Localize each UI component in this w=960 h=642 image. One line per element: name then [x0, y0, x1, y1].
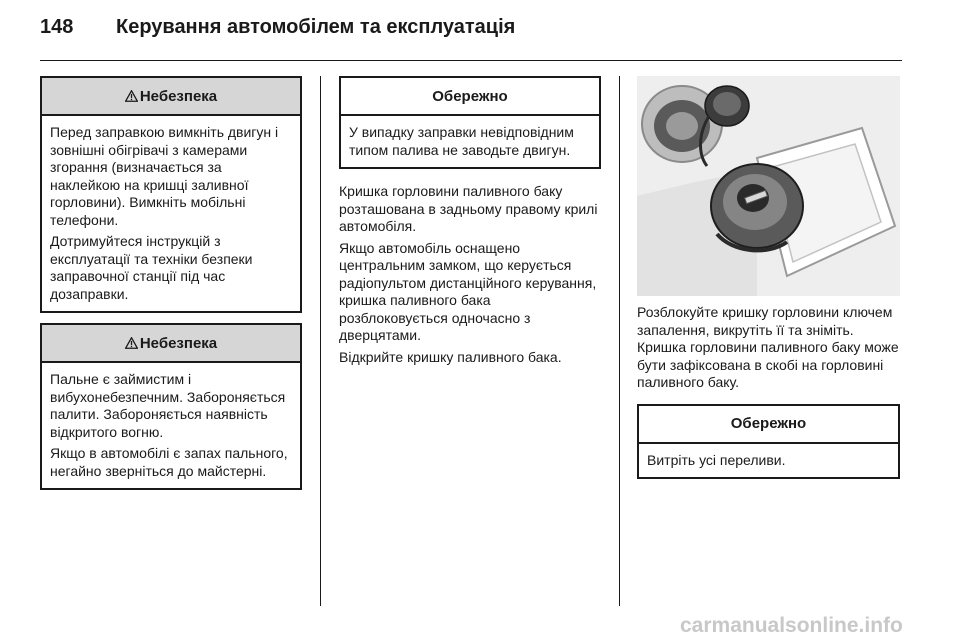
caution-box — [339, 76, 601, 169]
column-1 — [40, 76, 302, 490]
warning-paragraph: Пальне є займистим і вибухонебезпечним. Забороняється палити. Забороняється наявність відкритого вогню. — [50, 371, 286, 440]
page-number: 148 — [40, 16, 74, 38]
warning-paragraph: Перед заправкою вимкніть двигун і зовнішні обігрівачі з камерами згорання (визначається за наклейкою на кришці заливної горловини). Вимкніть мобільні телефони. — [50, 124, 279, 228]
caution-box-header — [341, 78, 599, 116]
warning-paragraph: Якщо в автомобілі є запах пального, негайно зверніться до майстерні. — [50, 445, 288, 479]
warning-triangle-icon — [125, 337, 138, 349]
caution-box-header — [639, 406, 898, 444]
body-paragraph: Розблокуйте кришку горловини ключем запалення, викрутіть її та зніміть. Кришка горловини паливного баку може бути зафіксована в скобі на горловині паливного баку. — [637, 304, 899, 390]
column-divider-1 — [320, 76, 321, 606]
caution-box-body — [341, 116, 599, 167]
warning-box-body — [42, 363, 300, 488]
page-title: Керування автомобілем та експлуатація — [116, 16, 516, 38]
column-2 — [339, 76, 601, 366]
warning-box-1 — [40, 76, 302, 313]
warning-box-header — [42, 78, 300, 116]
warning-title: Небезпека — [139, 87, 218, 105]
caution-title: Обережно — [730, 415, 807, 432]
caution-text: У випадку заправки невідповідним типом палива не заводьте двигун. — [349, 124, 574, 158]
warning-triangle-icon — [125, 90, 138, 102]
body-text — [339, 183, 601, 366]
column-3 — [637, 76, 900, 479]
column-divider-2 — [619, 76, 620, 606]
body-text — [637, 304, 900, 392]
body-paragraph: Відкрийте кришку паливного бака. — [339, 348, 562, 365]
page-header — [40, 16, 515, 39]
body-paragraph: Кришка горловини паливного баку розташована в задньому правому крилі автомобіля. — [339, 183, 598, 234]
warning-title: Небезпека — [139, 334, 218, 352]
caution-text: Витріть усі переливи. — [647, 451, 786, 468]
caution-box — [637, 404, 900, 480]
caution-box-body — [639, 444, 898, 478]
body-paragraph: Якщо автомобіль оснащено центральним замком, що керується радіопультом дистанційного керування, кришка паливного бака розблоковується одночасно з дверцятами. — [339, 239, 597, 343]
header-rule — [40, 60, 902, 61]
warning-box-2 — [40, 323, 302, 490]
warning-box-body — [42, 116, 300, 311]
fuel-filler-photo — [637, 76, 900, 296]
fuel-cap-illustration — [637, 76, 900, 296]
warning-paragraph: Дотримуйтеся інструкцій з експлуатації та техніки безпеки заправочної станції під час дозаправки. — [50, 233, 253, 302]
watermark: carmanualsonline.info — [680, 614, 903, 637]
warning-box-header — [42, 325, 300, 363]
caution-title: Обережно — [432, 87, 508, 105]
